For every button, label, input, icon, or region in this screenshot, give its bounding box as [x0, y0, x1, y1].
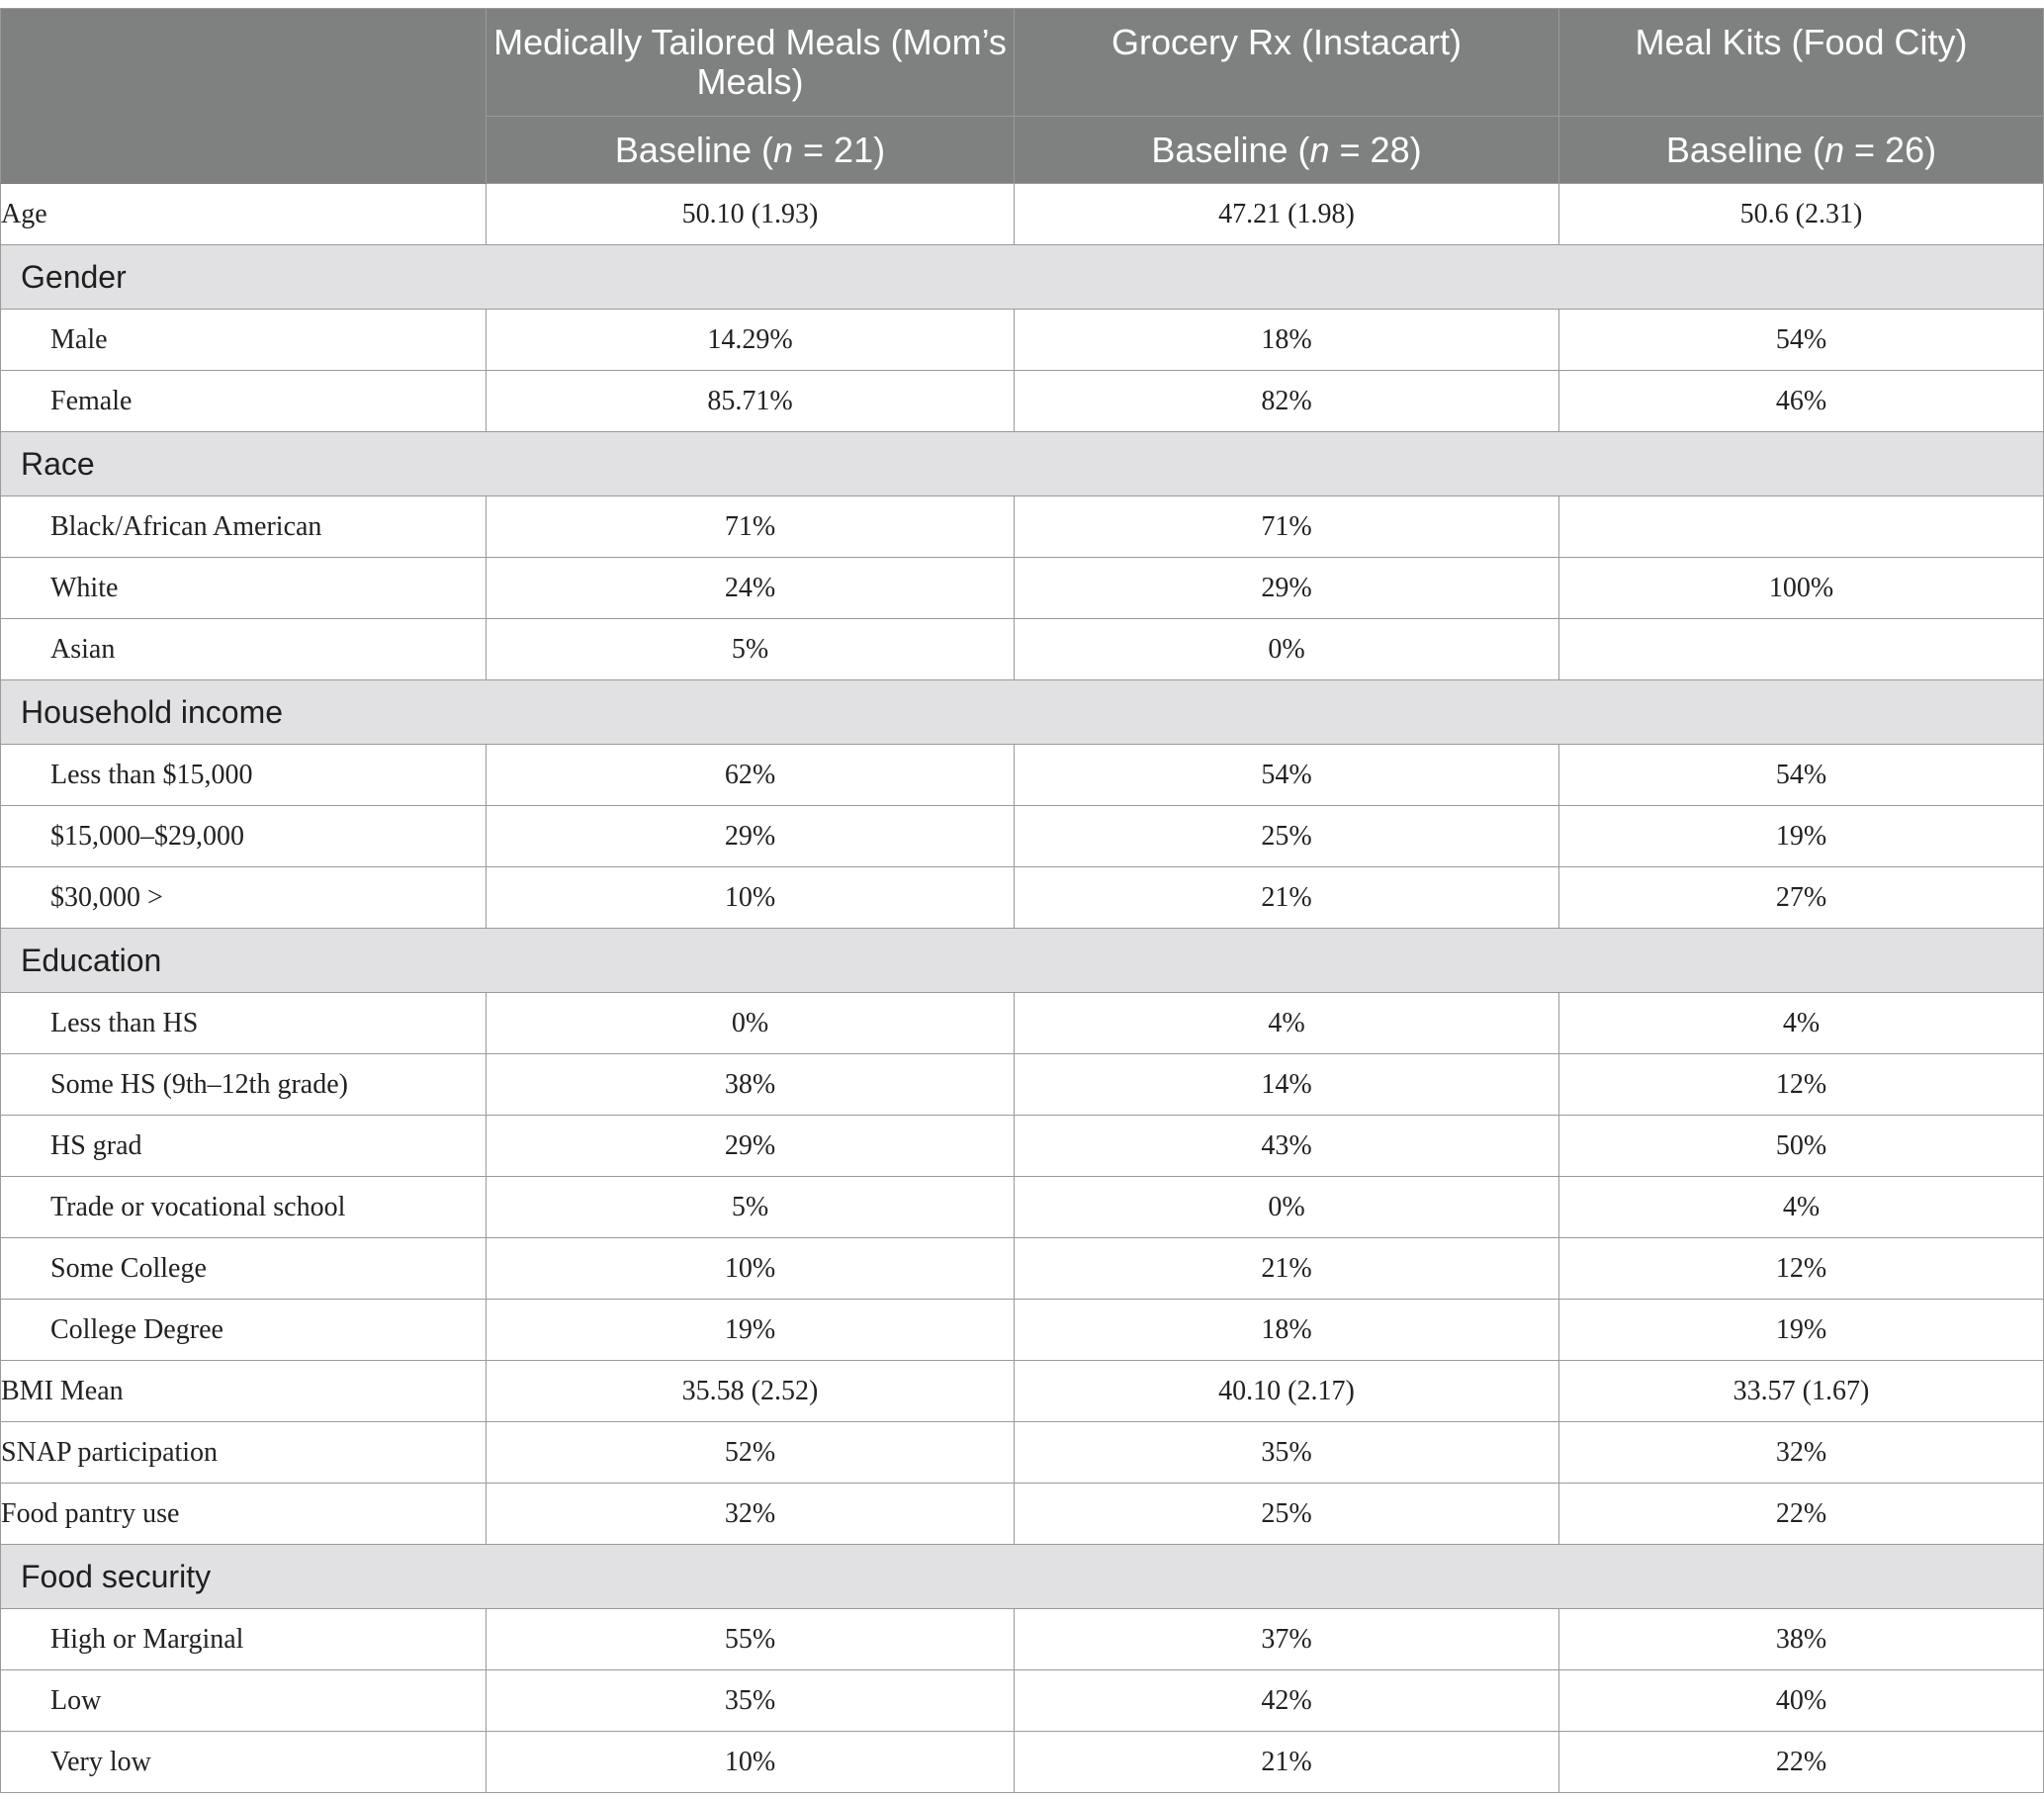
value-meal-kits: 50%: [1559, 1116, 2044, 1177]
header-row-titles: [1, 9, 2044, 117]
row-label: HS grad: [1, 1116, 487, 1177]
value-meal-kits: 54%: [1559, 310, 2044, 371]
table-row: [1, 1300, 2044, 1361]
value-grocery-rx: 35%: [1015, 1422, 1559, 1484]
value-grocery-rx: 71%: [1015, 496, 1559, 558]
value-grocery-rx: 0%: [1015, 619, 1559, 680]
table-row: [1, 1054, 2044, 1116]
value-grocery-rx: 4%: [1015, 993, 1559, 1054]
table-row: [1, 371, 2044, 432]
value-grocery-rx: 21%: [1015, 1238, 1559, 1300]
value-meal-kits: [1559, 619, 2044, 680]
value-grocery-rx: 25%: [1015, 1484, 1559, 1545]
table-row: [1, 1177, 2044, 1238]
row-label: Low: [1, 1670, 487, 1732]
value-grocery-rx: 37%: [1015, 1609, 1559, 1670]
value-meal-kits: 22%: [1559, 1484, 2044, 1545]
value-grocery-rx: 21%: [1015, 867, 1559, 929]
column-header-mtm: Medically Tailored Meals (Mom’s Meals): [487, 9, 1015, 117]
value-mtm: 62%: [487, 745, 1015, 806]
table-row: [1, 806, 2044, 867]
value-meal-kits: 46%: [1559, 371, 2044, 432]
value-meal-kits: 54%: [1559, 745, 2044, 806]
table-header: [1, 9, 2044, 184]
value-mtm: 19%: [487, 1300, 1015, 1361]
value-mtm: 71%: [487, 496, 1015, 558]
value-meal-kits: 33.57 (1.67): [1559, 1361, 2044, 1422]
row-label: High or Marginal: [1, 1609, 487, 1670]
table-row: [1, 619, 2044, 680]
value-grocery-rx: 54%: [1015, 745, 1559, 806]
section-row: [1, 245, 2044, 310]
value-mtm: 35.58 (2.52): [487, 1361, 1015, 1422]
value-grocery-rx: 18%: [1015, 310, 1559, 371]
value-grocery-rx: 42%: [1015, 1670, 1559, 1732]
row-label: Food pantry use: [1, 1484, 487, 1545]
section-heading: Race: [1, 432, 2044, 496]
section-heading: Household income: [1, 680, 2044, 745]
row-label: Male: [1, 310, 487, 371]
value-meal-kits: 4%: [1559, 993, 2044, 1054]
section-heading: Food security: [1, 1545, 2044, 1609]
row-label: Age: [1, 184, 487, 245]
table-row: [1, 1732, 2044, 1793]
value-meal-kits: 50.6 (2.31): [1559, 184, 2044, 245]
value-meal-kits: [1559, 496, 2044, 558]
value-mtm: 38%: [487, 1054, 1015, 1116]
value-mtm: 14.29%: [487, 310, 1015, 371]
value-mtm: 52%: [487, 1422, 1015, 1484]
row-label: Trade or vocational school: [1, 1177, 487, 1238]
table-row: [1, 867, 2044, 929]
value-grocery-rx: 29%: [1015, 558, 1559, 619]
value-mtm: 35%: [487, 1670, 1015, 1732]
table-row: [1, 1238, 2044, 1300]
value-mtm: 10%: [487, 1238, 1015, 1300]
demographics-table: [0, 8, 2044, 1793]
value-mtm: 24%: [487, 558, 1015, 619]
value-meal-kits: 12%: [1559, 1238, 2044, 1300]
value-mtm: 5%: [487, 1177, 1015, 1238]
row-label: SNAP participation: [1, 1422, 487, 1484]
row-label: Female: [1, 371, 487, 432]
section-heading: Education: [1, 929, 2044, 993]
section-row: [1, 680, 2044, 745]
table-row: [1, 496, 2044, 558]
row-label: $15,000–$29,000: [1, 806, 487, 867]
section-row: [1, 432, 2044, 496]
value-meal-kits: 12%: [1559, 1054, 2044, 1116]
value-meal-kits: 38%: [1559, 1609, 2044, 1670]
value-mtm: 32%: [487, 1484, 1015, 1545]
value-meal-kits: 22%: [1559, 1732, 2044, 1793]
table-row: [1, 1361, 2044, 1422]
value-meal-kits: 19%: [1559, 806, 2044, 867]
row-label: Asian: [1, 619, 487, 680]
row-label: Very low: [1, 1732, 487, 1793]
value-mtm: 29%: [487, 806, 1015, 867]
value-grocery-rx: 47.21 (1.98): [1015, 184, 1559, 245]
value-meal-kits: 27%: [1559, 867, 2044, 929]
table-row: [1, 1422, 2044, 1484]
row-label: White: [1, 558, 487, 619]
table-row: [1, 1484, 2044, 1545]
baseline-header-mtm: Baseline (n = 21): [487, 117, 1015, 184]
row-label: BMI Mean: [1, 1361, 487, 1422]
value-meal-kits: 4%: [1559, 1177, 2044, 1238]
row-label: Some HS (9th–12th grade): [1, 1054, 487, 1116]
table-row: [1, 184, 2044, 245]
table-row: [1, 310, 2044, 371]
value-grocery-rx: 18%: [1015, 1300, 1559, 1361]
value-mtm: 10%: [487, 1732, 1015, 1793]
value-mtm: 10%: [487, 867, 1015, 929]
table-row: [1, 993, 2044, 1054]
value-meal-kits: 32%: [1559, 1422, 2044, 1484]
value-mtm: 5%: [487, 619, 1015, 680]
value-grocery-rx: 43%: [1015, 1116, 1559, 1177]
column-header-grocery-rx: Grocery Rx (Instacart): [1015, 9, 1559, 117]
table-row: [1, 1670, 2044, 1732]
header-corner-cell: [1, 9, 487, 184]
row-label: College Degree: [1, 1300, 487, 1361]
value-mtm: 29%: [487, 1116, 1015, 1177]
value-mtm: 50.10 (1.93): [487, 184, 1015, 245]
value-mtm: 0%: [487, 993, 1015, 1054]
baseline-header-grocery-rx: Baseline (n = 28): [1015, 117, 1559, 184]
value-grocery-rx: 14%: [1015, 1054, 1559, 1116]
value-meal-kits: 40%: [1559, 1670, 2044, 1732]
table-row: [1, 558, 2044, 619]
table-row: [1, 1116, 2044, 1177]
table-row: [1, 1609, 2044, 1670]
row-label: Black/African American: [1, 496, 487, 558]
value-grocery-rx: 25%: [1015, 806, 1559, 867]
baseline-header-meal-kits: Baseline (n = 26): [1559, 117, 2044, 184]
row-label: Some College: [1, 1238, 487, 1300]
row-label: $30,000 >: [1, 867, 487, 929]
table-body: [1, 184, 2044, 1793]
value-mtm: 85.71%: [487, 371, 1015, 432]
table-row: [1, 745, 2044, 806]
section-row: [1, 1545, 2044, 1609]
value-meal-kits: 100%: [1559, 558, 2044, 619]
row-label: Less than HS: [1, 993, 487, 1054]
value-grocery-rx: 21%: [1015, 1732, 1559, 1793]
value-grocery-rx: 40.10 (2.17): [1015, 1361, 1559, 1422]
section-heading: Gender: [1, 245, 2044, 310]
value-mtm: 55%: [487, 1609, 1015, 1670]
section-row: [1, 929, 2044, 993]
value-meal-kits: 19%: [1559, 1300, 2044, 1361]
value-grocery-rx: 82%: [1015, 371, 1559, 432]
column-header-meal-kits: Meal Kits (Food City): [1559, 9, 2044, 117]
row-label: Less than $15,000: [1, 745, 487, 806]
value-grocery-rx: 0%: [1015, 1177, 1559, 1238]
